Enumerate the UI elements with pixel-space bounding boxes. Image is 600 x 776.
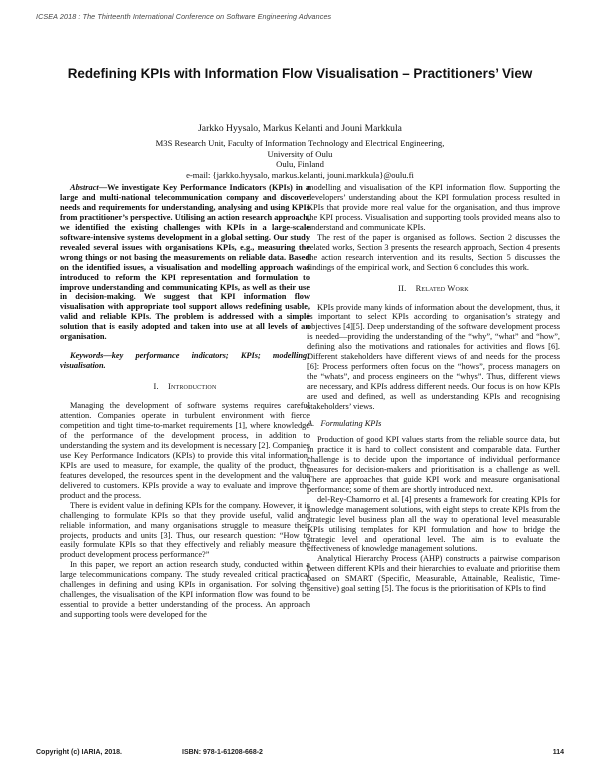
right-column (307, 183, 560, 594)
abstract (60, 183, 310, 342)
paragraph: Production of good KPI values starts from the reliable source data, but in practice it is hard to collect consistent and comparable data. Further challenge is to decide upon the importance of individual performance measures for decision-makers and prioritisation is a challenge as well. There are approaches that guide KPI work and measure organisational performance; some of them are shortly introduced next. (307, 434, 560, 494)
running-header: ICSEA 2018 : The Thirteenth International Conference on Software Engineering Advances (36, 12, 332, 21)
keywords (60, 351, 310, 371)
abstract-label: Abstract (70, 183, 99, 192)
section-number: I. (153, 382, 159, 392)
paragraph: The rest of the paper is organised as follows. Section 2 discusses the related works, Section 3 presents the research approach, Section 4 presents the action research intervention and its results, Section 5 discusses the findings of the empirical work, and Section 6 concludes this work. (307, 232, 560, 272)
section-number: II. (398, 283, 407, 293)
section-title: Introduction (167, 382, 217, 392)
affiliation-location: Oulu, Finland (276, 159, 324, 170)
section-heading-introduction (60, 382, 310, 392)
paragraph: Analytical Hierarchy Process (AHP) constructs a pairwise comparison between different KPIs and their hierarchies to evaluate and prioritise them based on SMART (Specific, Measurable, Attainable, Realistic, Time-sensitive) goal setting [5]. The focus is the prioritisation of KPIs to find (307, 554, 560, 594)
affiliation-university: University of Oulu (267, 148, 333, 159)
page-number: 114 (552, 749, 564, 756)
keywords-text: —key performance indicators; KPIs; modelling; visualisation. (60, 351, 310, 371)
paragraph: Managing the development of software systems requires careful attention. Companies operate in turbulent environment with fierce competition and tight time-to-market requirements [1], where knowledge of the performance of the development process, in addition to understanding the system and its development is necessary [2]. Companies use Key Performance Indicators (KPIs) to provide this vital information. KPIs are used to measure, for example, the quality of the product, the features developed, the resources spent in the development and the value delivered to customers. KPIs provide a way to evaluate and improve the product and the process. (60, 401, 310, 500)
paragraph: KPIs provide many kinds of information about the development, thus, it is important to select KPIs according to organisation’s strategy and objectives [4][5]. Deep understanding of the software development process is needed—providing the understanding of the “why”, “what” and “how”, defining also the motivations and rationales for activities and flows [6]. Different stakeholders have different views of and needs for the process [6]: Process performers often focus on the “hows”, process managers on the “whats”, and process engineers on the “whys”. Thus, different views are necessary, and KPIs address different needs. Our focus is on how KPIs are used and defined, as well as understanding KPIs and recognising stakeholders’ views. (307, 302, 560, 412)
paragraph: In this paper, we report an action research study, conducted within a large telecommunications company. The study revealed critical practical challenges in defining and using KPIs in organisation. For solving the challenges, the visualisation of the KPI information flow was found to be essential to provide a better understanding of the process. An approach and supporting tools were developed for the (60, 560, 310, 620)
author-list: Jarkko Hyysalo, Markus Kelanti and Jouni Markkula (198, 123, 402, 134)
paragraph: del-Rey-Chamorro et al. [4] presents a framework for creating KPIs for knowledge management solutions, with eight steps to create KPIs from the strategic level business plan all the way to operational level measurable KPIs utilising templates for KPI formulation and how to bridge the strategic level and operational level. The aim is to evaluate the effectiveness of knowledge management solutions. (307, 494, 560, 554)
section-heading-related-work (307, 284, 560, 294)
affiliation-block (60, 138, 540, 180)
left-column (60, 183, 310, 620)
paper-title: Redefining KPIs with Information Flow Visualisation – Practitioners’ View (67, 66, 533, 81)
affiliation-unit: M3S Research Unit, Faculty of Information Technology and Electrical Engineering, (155, 138, 445, 148)
isbn: ISBN: 978-1-61208-668-2 (182, 749, 263, 756)
copyright: Copyright (c) IARIA, 2018. (36, 749, 122, 756)
paragraph: There is evident value in defining KPIs for the company. However, it is challenging to formulate KPIs so that they provide useful, valid and reliable information, and many organisations struggle to measure their projects, products and units [3]. Thus, our research question: “How to easily formulate KPIs so that they effectively and reliably measure the product development process performance?” (60, 500, 310, 560)
abstract-text: —We investigate Key Performance Indicators (KPIs) in a large and multi-national telecommunication company and discover needs and requirements for understanding, analysing and using KPIs from practitioner’s perspective. Utilising an action research approach, we identified the existing challenges with KPIs in a large-scale software-intensive systems development in a global setting. Our study revealed several issues with organisations KPIs, e.g., measuring the wrong things or not basing the measurements on reliable data. Based on the identified issues, a visualisation and modelling approach was introduced to reform the KPI representation and formulation to improve understanding and communicating KPIs, as well as their use in decision-making. We suggest that KPI information flow visualisation with appropriate tool support allows redefining usable, valid and reliable KPIs. The problem is addressed with a simple solution that is easily adopted and taken into use at all levels of an organisation. (60, 183, 310, 342)
section-title: Related Work (415, 283, 469, 293)
paragraph: modelling and visualisation of the KPI information flow. Supporting the developers’ understanding about the KPI formulation process resulted in KPIs that provide more real value for the organisation, and thus improve the KPI process. Visualisation and supporting tools provided means also to understand and communicate KPIs. (307, 183, 560, 232)
subsection-heading: A. Formulating KPIs (307, 419, 382, 429)
affiliation-email: e-mail: {jarkko.hyysalo, markus.kelanti, jouni.markkula}@oulu.fi (186, 169, 414, 180)
keywords-label: Keywords (70, 351, 104, 361)
